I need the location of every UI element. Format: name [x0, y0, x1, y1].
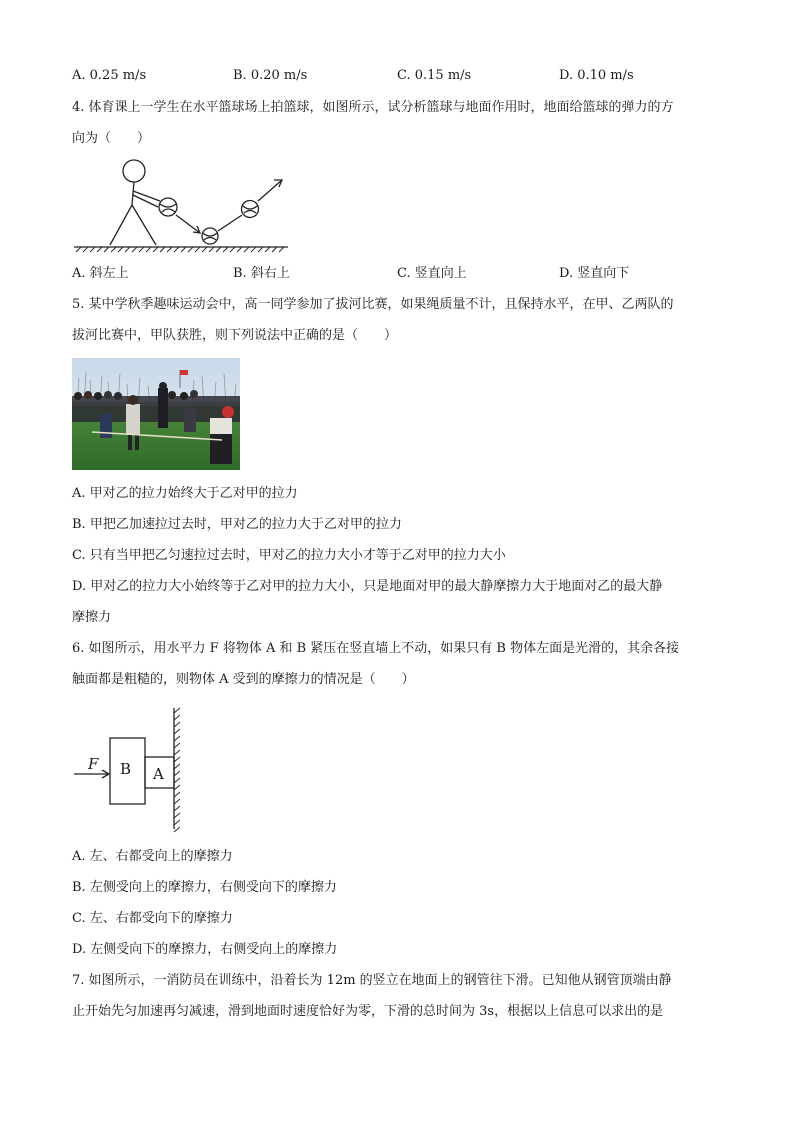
q4-stem-line2: 向为（ ） [72, 131, 151, 146]
q4-option-a: A. 斜左上 [72, 266, 129, 281]
q4-option-b: B. 斜右上 [233, 266, 290, 281]
outgoing-arrow-lower [218, 215, 242, 231]
q4-stem-line1: 4. 体育课上一学生在水平篮球场上拍篮球，如图所示，试分析篮球与地面作用时，地面给篮球的弹力的方 [72, 100, 674, 115]
q5-option-b: B. 甲把乙加速拉过去时，甲对乙的拉力大于乙对甲的拉力 [72, 517, 402, 532]
incoming-arrow [176, 215, 200, 233]
q4-option-c: C. 竖直向上 [397, 266, 467, 281]
block-b-label: B [120, 760, 132, 778]
q4-option-d: D. 竖直向下 [559, 266, 630, 281]
q7-stem-line2: 止开始先匀加速再匀减速，滑到地面时速度恰好为零，下滑的总时间为 3s，根据以上信息可以求出的是 [72, 1004, 664, 1019]
q5-option-c: C. 只有当甲把乙匀速拉过去时，甲对乙的拉力大小才等于乙对甲的拉力大小 [72, 548, 506, 563]
ball-in-hand [159, 198, 177, 216]
q3-option-b: B. 0.20 m/s [233, 68, 308, 83]
student-figure [110, 160, 160, 245]
q6-option-b: B. 左侧受向上的摩擦力，右侧受向下的摩擦力 [72, 880, 337, 895]
wall-hatch [174, 708, 180, 832]
ground-hatch [76, 247, 284, 252]
outgoing-arrow-upper [258, 180, 282, 201]
q5-option-a: A. 甲对乙的拉力始终大于乙对甲的拉力 [72, 486, 298, 501]
q6-option-d: D. 左侧受向下的摩擦力，右侧受向上的摩擦力 [72, 942, 338, 957]
q3-option-a: A. 0.25 m/s [72, 68, 147, 83]
q6-stem-line1: 6. 如图所示，用水平力 F 将物体 A 和 B 紧压在竖直墙上不动，如果只有 B 物体左面是光滑的，其余各接 [72, 641, 680, 656]
q5-stem-line1: 5. 某中学秋季趣味运动会中，高一同学参加了拔河比赛，如果绳质量不计，且保持水平，在甲、乙两队的 [72, 297, 674, 312]
basketball-figure [72, 155, 292, 255]
ball-on-ground [202, 228, 218, 244]
q5-stem-line2: 拔河比赛中，甲队获胜，则下列说法中正确的是（ ） [72, 328, 398, 343]
q3-option-c: C. 0.15 m/s [397, 68, 472, 83]
q5-option-d-line1: D. 甲对乙的拉力大小始终等于乙对甲的拉力大小，只是地面对甲的最大静摩擦力大于地面对乙的最大静 [72, 579, 663, 594]
q7-stem-line1: 7. 如图所示，一消防员在训练中，沿着长为 12m 的竖立在地面上的钢管往下滑。已知他从钢管顶端由静 [72, 973, 672, 988]
block-a-label: A [153, 765, 164, 783]
q3-option-d: D. 0.10 m/s [559, 68, 634, 83]
q6-option-c: C. 左、右都受向下的摩擦力 [72, 911, 233, 926]
q5-option-d-line2: 摩擦力 [72, 610, 112, 625]
blocks-wall-figure [72, 705, 192, 833]
tug-of-war-photo [72, 358, 240, 470]
q6-option-a: A. 左、右都受向上的摩擦力 [72, 849, 233, 864]
ball-rebounding [242, 201, 259, 218]
q6-stem-line2: 触面都是粗糙的，则物体 A 受到的摩擦力的情况是（ ） [72, 672, 415, 687]
force-label: F [88, 755, 99, 773]
flag [180, 370, 188, 375]
